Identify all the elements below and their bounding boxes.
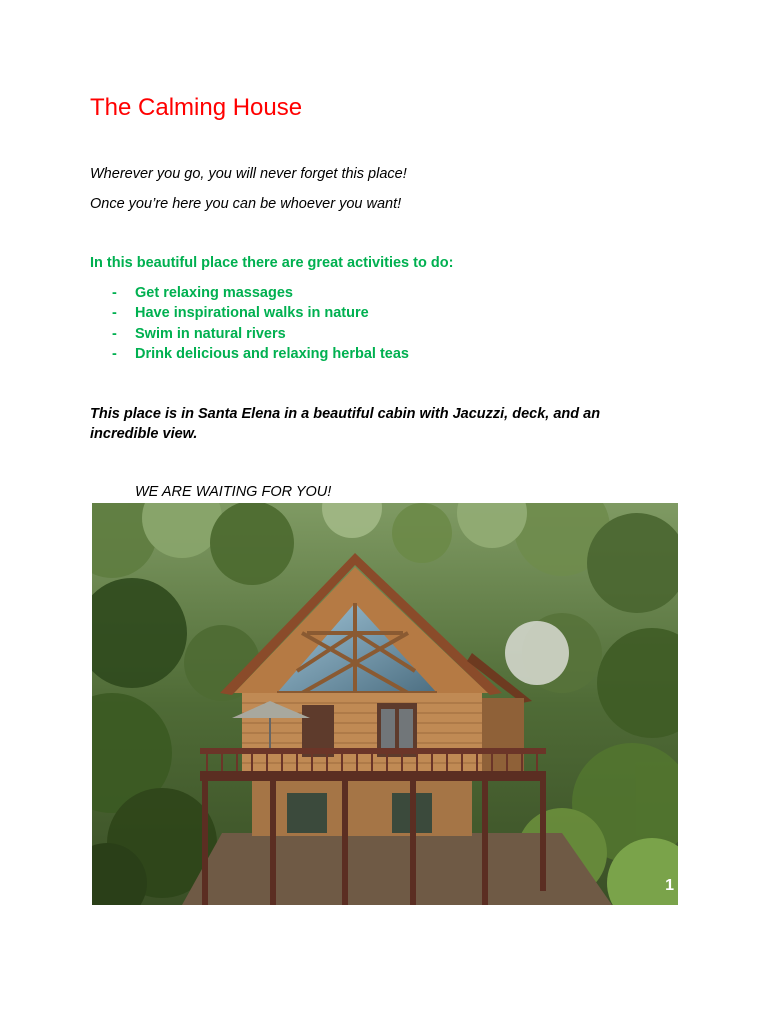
ground bbox=[182, 833, 612, 905]
activities-heading: In this beautiful place there are great activities to do: bbox=[90, 255, 454, 271]
intro-line-1: Wherever you go, you will never forget this place! bbox=[90, 166, 407, 182]
deck-floor bbox=[200, 771, 546, 781]
bullet-dash: - bbox=[112, 305, 117, 322]
lower-level bbox=[252, 781, 472, 836]
waiting-message: WE ARE WAITING FOR YOU! bbox=[135, 484, 332, 500]
blossom-tree bbox=[505, 621, 569, 685]
activity-label: Swim in natural rivers bbox=[135, 325, 286, 342]
activity-label: Get relaxing massages bbox=[135, 285, 293, 301]
cabin-side-wall bbox=[482, 698, 524, 773]
bullet-dash: - bbox=[112, 325, 117, 342]
activity-label: Have inspirational walks in nature bbox=[135, 305, 369, 322]
bullet-dash: - bbox=[112, 285, 117, 301]
cabin-illustration bbox=[92, 503, 678, 905]
deck-rail bbox=[200, 748, 546, 754]
activity-label: Drink delicious and relaxing herbal teas bbox=[135, 345, 409, 362]
cabin-photo bbox=[92, 503, 678, 905]
page-title: The Calming House bbox=[90, 94, 303, 121]
intro-line-2: Once you’re here you can be whoever you want! bbox=[90, 196, 402, 212]
bullet-dash: - bbox=[112, 345, 117, 362]
location-description: This place is in Santa Elena in a beautiful cabin with Jacuzzi, deck, and an incredible view. bbox=[90, 406, 601, 442]
photo-number-badge: 1 bbox=[665, 877, 674, 894]
